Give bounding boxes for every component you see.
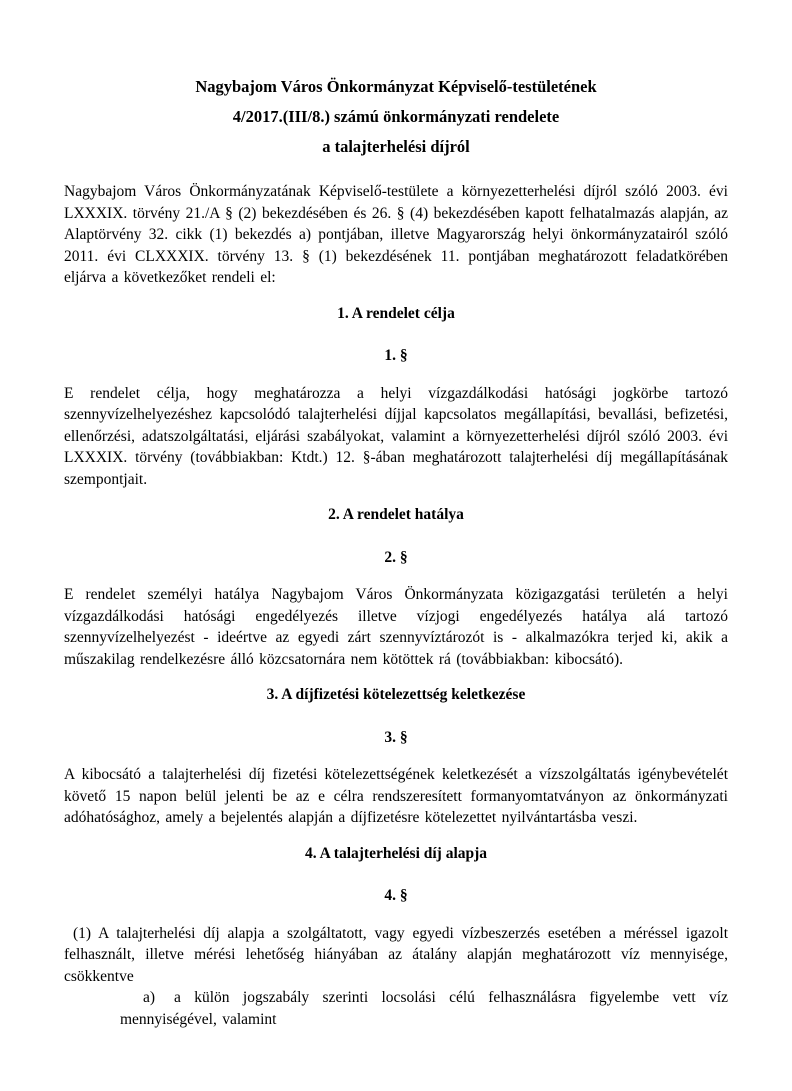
section-2-heading: 2. A rendelet hatálya bbox=[328, 506, 464, 523]
document-title-line-3: a talajterhelési díjról bbox=[322, 137, 470, 156]
document-title-line-2: 4/2017.(III/8.) számú önkormányzati rendelete bbox=[232, 107, 560, 126]
section-4-heading: 4. A talajterhelési díj alapja bbox=[304, 844, 488, 862]
section-2 bbox=[64, 504, 728, 670]
section-4 bbox=[64, 843, 728, 1031]
section-4-paragraph-label: 4. § bbox=[384, 887, 408, 904]
preamble-paragraph: Nagybajom Város Önkormányzatának Képviselő-testülete a környezetterhelési díjról szóló 2003. évi LXXXIX. törvény 21./A § (2) bekezdésében és 26. § (4) bekezdésében kapott felhatalmazás alapján, az Alaptörvény 32. cikk (1) bekezdés a) pontjában, illetve Magyarország helyi önkormányzatairól szóló 2011. évi CLXXXIX. törvény 13. § (1) bekezdésének 11. pontjában meghatározott feladatkörében eljárva a következőket rendeli el: bbox=[64, 183, 728, 286]
document-title-line-1: Nagybajom Város Önkormányzat Képviselő-testületének bbox=[195, 77, 597, 96]
section-1-body: E rendelet célja, hogy meghatározza a helyi vízgazdálkodási hatósági jogkörbe tartozó szennyvízelhelyezéshez kapcsolódó talajterhelési díjjal kapcsolatos megállapítási, bevallási, befizetési, ellenőrzési, adatszolgáltatási, eljárási szabályokat, valamint a környezetterhelési díjról szóló 2003. évi LXXXIX. törvény (továbbiakban: Ktdt.) 12. §-ában meghatározott talajterhelési díj megállapításának szempontjait. bbox=[64, 384, 728, 488]
section-4-body: (1) A talajterhelési díj alapja a szolgáltatott, vagy egyedi vízbeszerzés esetében a méréssel igazolt felhasznált, illetve mérési lehetőség hiányában az átalány alapján meghatározott víz mennyisége, csökkentve bbox=[64, 924, 728, 985]
list-item-a-marker: a) bbox=[143, 989, 156, 1006]
section-2-paragraph-label: 2. § bbox=[384, 548, 408, 566]
document-title bbox=[64, 72, 728, 162]
section-3-body: A kibocsátó a talajterhelési díj fizetési kötelezettségének keletkezését a vízszolgáltatás igénybevételét követő 15 napon belül jelenti be az e célra rendszeresített formanyomtatványon az önkormányzati adóhatósághoz, amely a bejelentés alapján a díjfizetésre kötelezettet nyilvántartásba veszi. bbox=[64, 766, 728, 826]
section-4-list-item-a bbox=[64, 987, 728, 1030]
section-2-body: E rendelet személyi hatálya Nagybajom Város Önkormányzata közigazgatási területén a helyi vízgazdálkodási hatósági engedélyezés illetve vízjogi engedélyezés hatálya alá tartozó szennyvízelhelyezést - ideértve az egyedi zárt szennyvíztározót is - alkalmazókra terjed ki, akik a műszakilag rendelkezésre álló közcsatornára nem kötöttek rá (továbbiakban: kibocsátó). bbox=[64, 586, 728, 668]
section-3 bbox=[64, 684, 728, 829]
section-3-heading: 3. A díjfizetési kötelezettség keletkezése bbox=[266, 686, 526, 703]
section-1-paragraph-label: 1. § bbox=[384, 347, 408, 364]
section-1-heading: 1. A rendelet célja bbox=[337, 304, 455, 322]
section-1 bbox=[64, 303, 728, 491]
list-item-a-text: a külön jogszabály szerinti locsolási célú felhasználásra figyelembe vett víz mennyiségével, valamint bbox=[120, 989, 728, 1028]
section-3-paragraph-label: 3. § bbox=[384, 728, 408, 746]
